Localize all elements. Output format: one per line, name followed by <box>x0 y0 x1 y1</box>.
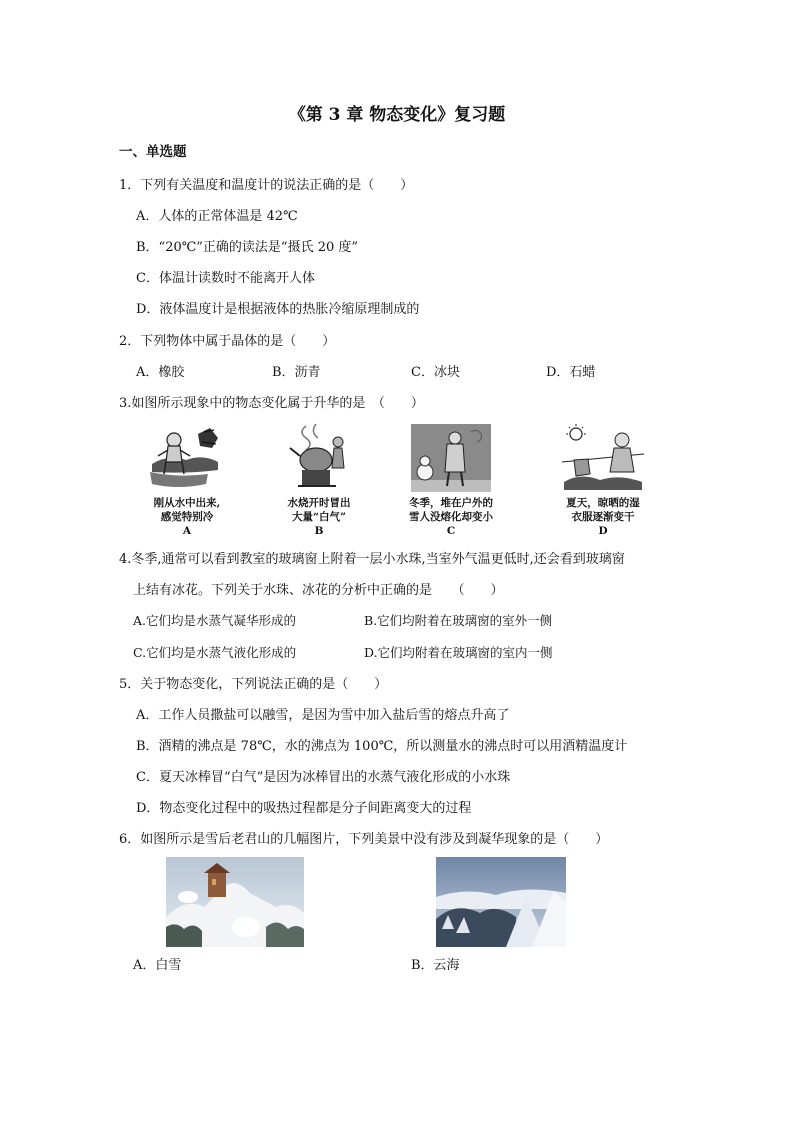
question-4-option-c: C.它们均是水蒸气液化形成的 <box>133 645 297 660</box>
picture-a-swimmer <box>148 424 226 492</box>
question-4-option-d: D.它们均附着在玻璃窗的室内一侧 <box>364 645 553 660</box>
question-5-option-b: B．酒精的沸点是 78℃，水的沸点为 100℃，所以测量水的沸点时可以用酒精温度计 <box>136 739 628 754</box>
question-1-option-b: B．“20℃”正确的读法是“摄氏 20 度” <box>136 240 359 255</box>
picture-b-label: B <box>314 525 324 537</box>
picture-d-caption: 夏天，晾晒的湿 衣服逐渐变干 <box>566 497 640 524</box>
question-5-option-a: A．工作人员撒盐可以融雪，是因为雪中加入盐后雪的熔点升高了 <box>136 708 510 723</box>
picture-d-label: D <box>598 525 608 537</box>
question-1-option-d: D．液体温度计是根据液体的热胀冷缩原理制成的 <box>136 302 420 317</box>
question-2-option-a: A．橡胶 <box>136 365 185 380</box>
picture-c-caption: 冬季，堆在户外的 雪人没熔化却变小 <box>409 497 493 524</box>
question-4-stem-line2: 上结有冰花。下列关于水珠、冰花的分析中正确的是 （ ） <box>133 583 504 598</box>
question-1-option-a: A．人体的正常体温是 42℃ <box>136 209 298 224</box>
question-4-option-b: B.它们均附着在玻璃窗的室外一侧 <box>364 613 553 628</box>
question-5-option-c: C．夏天冰棒冒“白气”是因为冰棒冒出的水蒸气液化形成的小水珠 <box>136 770 511 785</box>
photo-a-white-snow <box>166 857 304 947</box>
picture-a-label: A <box>182 525 192 537</box>
question-2-option-d: D．石蜡 <box>546 365 596 380</box>
question-4-stem-line1: 4.冬季,通常可以看到教室的玻璃窗上附着一层小水珠,当室外气温更低时,还会看到玻璃窗 <box>119 552 625 567</box>
picture-a-caption: 刚从水中出来, 感觉特别冷 <box>153 497 221 524</box>
question-3-stem: 3.如图所示现象中的物态变化属于升华的是 （ ） <box>119 396 424 411</box>
question-4-option-a: A.它们均是水蒸气凝华形成的 <box>133 613 297 628</box>
question-1-stem: 1．下列有关温度和温度计的说法正确的是（ ） <box>119 178 414 193</box>
picture-b-caption: 水烧开时冒出 大量“白气” <box>287 497 351 524</box>
question-1-option-c: C．体温计读数时不能离开人体 <box>136 271 315 286</box>
question-6-stem: 6．如图所示是雪后老君山的几幅图片，下列美景中没有涉及到凝华现象的是（ ） <box>119 832 609 847</box>
picture-d-drying-clothes <box>560 424 646 492</box>
question-5-stem: 5．关于物态变化，下列说法正确的是（ ） <box>119 677 388 692</box>
picture-c-snowman <box>411 424 491 492</box>
question-2-stem: 2．下列物体中属于晶体的是（ ） <box>119 334 336 349</box>
section-heading: 一、单选题 <box>119 144 187 160</box>
photo-b-sea-of-clouds <box>436 857 566 947</box>
picture-c-label: C <box>446 525 456 537</box>
question-2-option-b: B．沥青 <box>272 365 321 380</box>
question-2-option-c: C．冰块 <box>411 365 460 380</box>
picture-b-kettle <box>284 422 354 492</box>
question-5-option-d: D．物态变化过程中的吸热过程都是分子间距离变大的过程 <box>136 801 472 816</box>
question-6-option-a: A．白雪 <box>133 958 182 973</box>
page-title: 《第 3 章 物态变化》复习题 <box>288 105 506 125</box>
question-6-option-b: B．云海 <box>411 958 460 973</box>
